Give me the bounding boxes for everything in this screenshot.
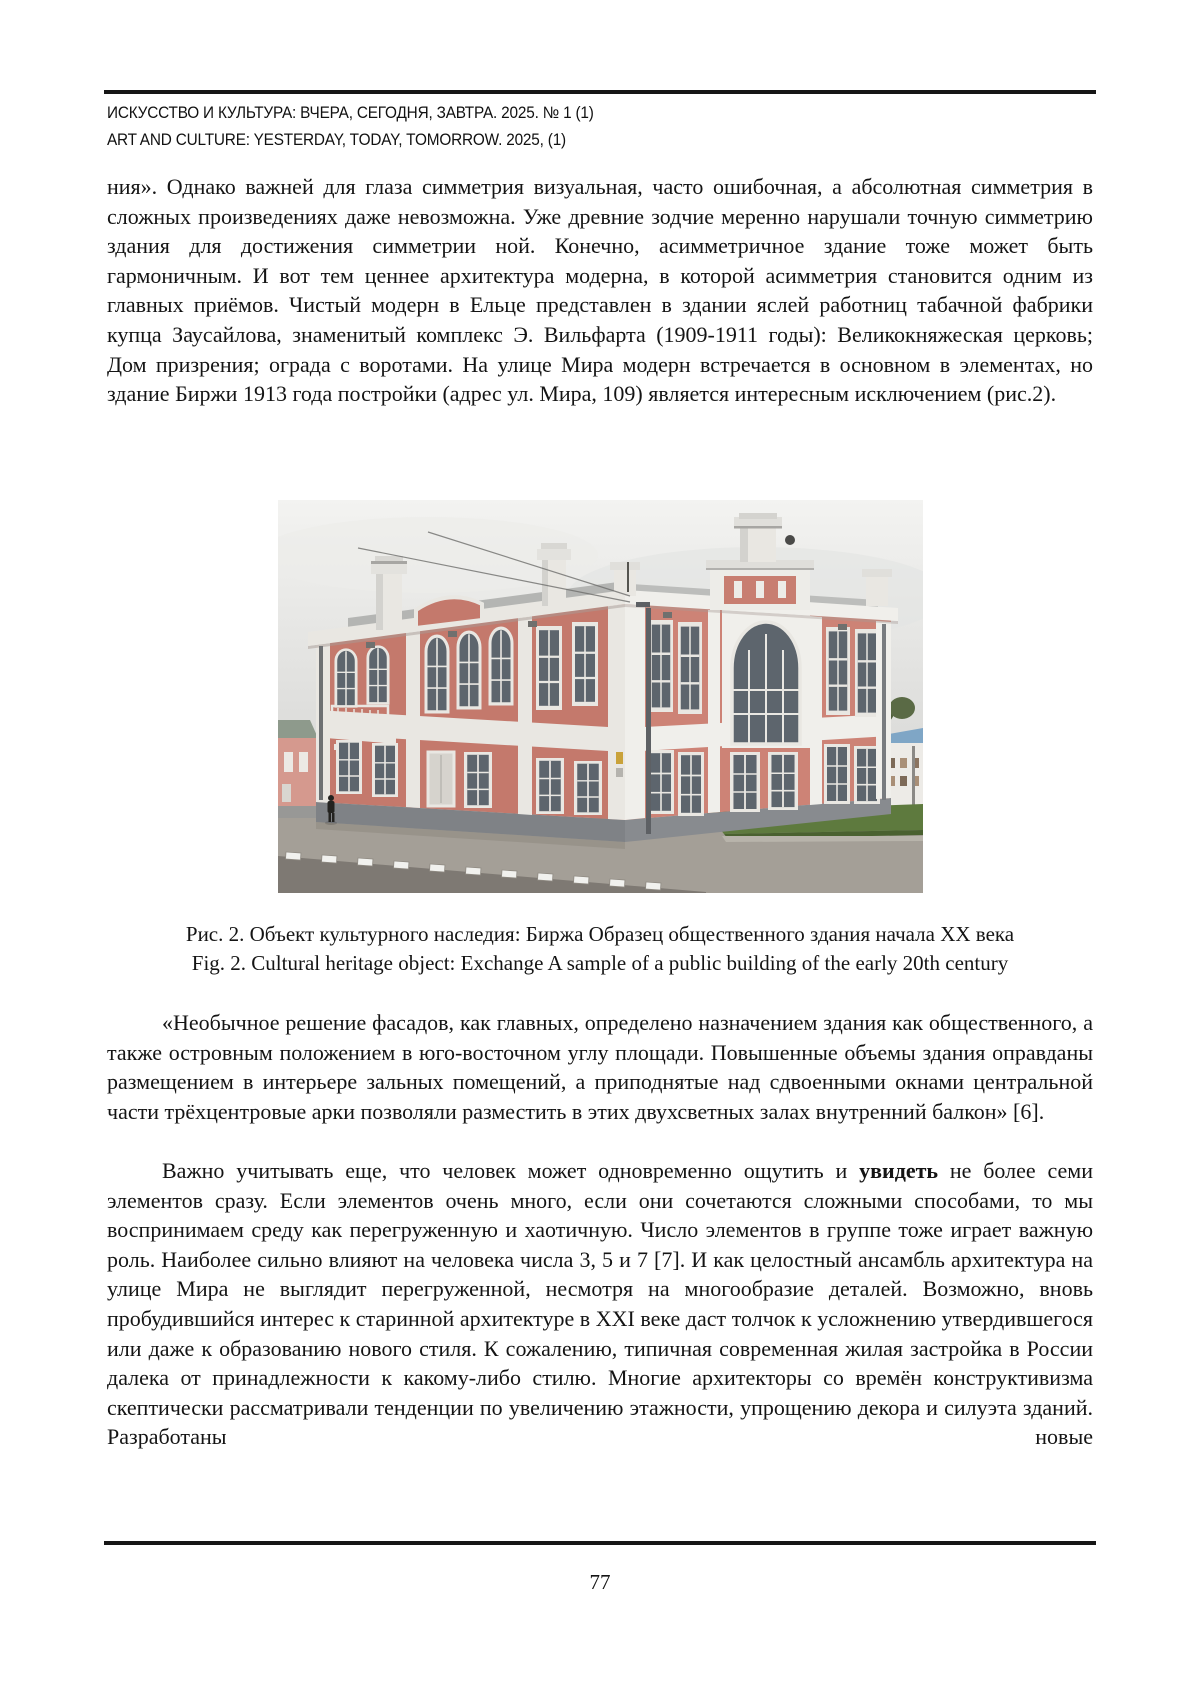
paragraph-perception-start: Важно учитывать еще, что человек может одновременно ощутить и — [162, 1158, 860, 1183]
central-arch-panel — [722, 606, 810, 748]
figure-caption — [107, 920, 1093, 977]
journal-title-ru: ИСКУССТВО И КУЛЬТУРА: ВЧЕРА, СЕГОДНЯ, ЗАВТРА. 2025. № 1 (1) — [107, 104, 594, 122]
exchange-building-illustration — [278, 500, 923, 893]
footer-rule — [104, 1541, 1096, 1545]
background-house-left — [278, 720, 318, 832]
entrance-door — [428, 752, 454, 806]
paragraph-perception — [107, 1156, 1093, 1452]
paragraph-facades-quote: «Необычное решение фасадов, как главных, определено назначением здания как общественного, а также островным положением в юго-восточном углу площади. Повышенные объемы здания оправданы размещением в интерьере зальных помещений, а приподнятые над сдвоенными окнами центральной части трёхцентровые арки позволяли разместить в этих двухсветных залах внутренний балкон» [6]. — [107, 1010, 1093, 1124]
running-header — [107, 100, 1093, 154]
figure-caption-en: Fig. 2. Cultural heritage object: Exchange A sample of a public building of the early 20th century — [191, 950, 1009, 975]
building-photo — [278, 500, 923, 893]
figure-caption-ru: Рис. 2. Объект культурного наследия: Биржа Образец общественного здания начала XX века — [185, 922, 1015, 946]
header-rule — [104, 90, 1096, 94]
bold-word: увидеть — [859, 1158, 939, 1183]
paragraph-symmetry: ния». Однако важней для глаза симметрия визуальная, часто ошибочная, а абсолютная симметрия в сложных произведениях даже невозможна. Уже древние зодчие меренно нарушали точную симметрию здания для достижения симметрии ной. Конечно, асимметричное здание тоже может быть гармоничным. И вот тем ценнее архитектура модерна, в которой асимметрия становится одним из главных приёмов. Чистый модерн в Ельце представлен в здании яслей работниц табачной фабрики купца Заусайлова, знаменитый комплекс Э. Вильфарта (1909-1911 годы): Великокняжеская церковь; Дом призрения; ограда с воротами. На улице Мира модерн встречается в основном в элементах, но здание Биржи 1913 года постройки (адрес ул. Мира, 109) является интересным исключением (рис.2). — [107, 174, 1093, 407]
journal-title-en: ART AND CULTURE: YESTERDAY, TODAY, TOMORROW. 2025, (1) — [107, 131, 566, 149]
paragraph-perception-rest: не более семи элементов сразу. Если элементов очень много, если они сочетаются сложными способами, то мы воспринимаем среду как перегруженную и хаотичную. Число элементов в группе тоже играет важную роль. Наиболее сильно влияют на человека числа 3, 5 и 7 [7]. И как целостный ансамбль архитектура на улице Мира не выглядит перегруженной, несмотря на многообразие деталей. Возможно, вновь пробудившийся интерес к старинной архитектуре в XXI веке даст толчок к усложнению утвердившегося или даже к образованию нового стиля. К сожалению, типичная современная жилая застройка в России далека от принадлежности к какому-либо стилю. Многие архитекторы со времён конструктивизма скептически рассматривали тенденции по увеличению этажности, упрощению декора и силуэта зданий. Разработаны новые — [107, 1158, 1093, 1450]
page-number: 77 — [589, 1570, 611, 1594]
